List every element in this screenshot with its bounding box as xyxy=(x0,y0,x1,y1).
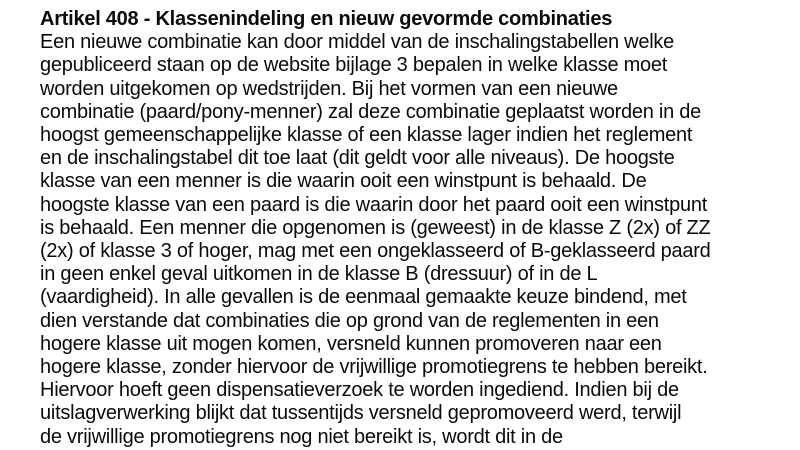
article-text-line: in geen enkel geval uitkomen in de klasse B (dressuur) of in de L xyxy=(40,263,598,286)
article-text-line: hogere klasse, zonder hiervoor de vrijwillige promotiegrens te hebben bereikt. xyxy=(40,356,708,379)
article-text-line: gepubliceerd staan op de website bijlage 3 bepalen in welke klasse moet xyxy=(40,54,668,77)
article-text-line: en de inschalingstabel dit toe laat (dit geldt voor alle niveaus). De hoogste xyxy=(40,147,675,170)
article-text-line: hoogst gemeenschappelijke klasse of een klasse lager indien het reglement xyxy=(40,124,693,147)
article-text-line: (2x) of klasse 3 of hoger, mag met een ongeklasseerd of B-geklasseerd paard xyxy=(40,240,711,263)
article-text-line: Hiervoor hoeft geen dispensatieverzoek te worden ingediend. Indien bij de xyxy=(40,379,679,402)
article-text-line: Een nieuwe combinatie kan door middel van de inschalingstabellen welke xyxy=(40,31,675,54)
article-text-line: combinatie (paard/pony-menner) zal deze combinatie geplaatst worden in de xyxy=(40,100,702,123)
article-text-line: de vrijwillige promotiegrens nog niet bereikt is, wordt dit in de xyxy=(40,425,563,448)
article-text-line: klasse van een menner is die waarin ooit een winstpunt is behaald. De xyxy=(40,170,647,193)
article-text-line: uitslagverwerking blijkt dat tussentijds versneld gepromoveerd werd, terwijl xyxy=(40,402,682,425)
article-text-line: is behaald. Een menner die opgenomen is (geweest) in de klasse Z (2x) of ZZ xyxy=(40,216,711,239)
article-title: Artikel 408 - Klassenindeling en nieuw gevormde combinaties xyxy=(40,8,613,30)
article-text-line: worden uitgekomen op wedstrijden. Bij het vormen van een nieuwe xyxy=(40,77,618,100)
article-text-line: hoogste klasse van een paard is die waarin door het paard ooit een winstpunt xyxy=(40,193,708,216)
article-text-line: dien verstande dat combinaties die op grond van de reglementen in een xyxy=(40,309,659,332)
article-text-line: hogere klasse uit mogen komen, versneld kunnen promoveren naar een xyxy=(40,332,662,355)
article-text-line: (vaardigheid). In alle gevallen is de eenmaal gemaakte keuze bindend, met xyxy=(40,286,687,309)
